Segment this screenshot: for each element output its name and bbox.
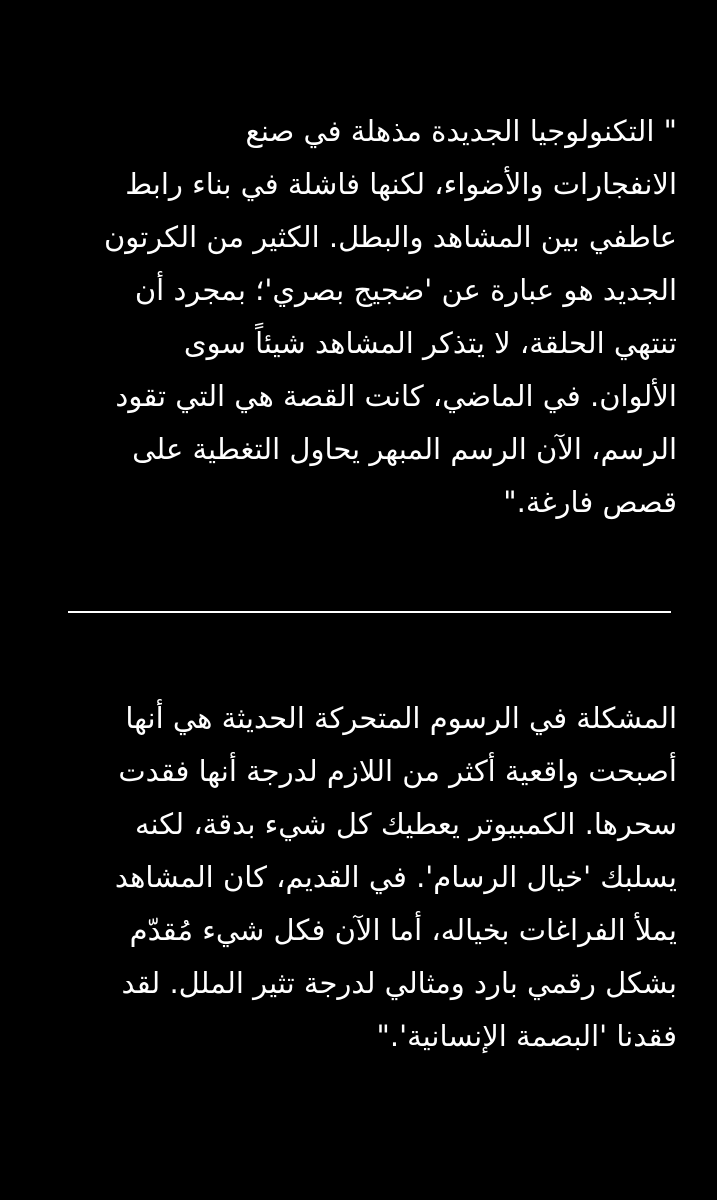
- paragraph-line: الجديد هو عبارة عن 'ضجيج بصري'؛ بمجرد أن: [134, 273, 677, 307]
- paragraph-line: الرسم، الآن الرسم المبهر يحاول التغطية على: [132, 432, 677, 466]
- quote-paragraph-2: [66, 692, 677, 1063]
- paragraph-line: فقدنا 'البصمة الإنسانية'.": [376, 1019, 677, 1053]
- paragraph-line: قصص فارغة.": [503, 485, 677, 519]
- paragraph-line: الانفجارات والأضواء، لكنها فاشلة في بناء رابط: [125, 167, 677, 201]
- paragraph-line: المشكلة في الرسوم المتحركة الحديثة هي أنها: [125, 701, 677, 735]
- paragraph-line: تنتهي الحلقة، لا يتذكر المشاهد شيئاً سوى: [183, 326, 677, 360]
- paragraph-line: سحرها. الكمبيوتر يعطيك كل شيء بدقة، لكنه: [134, 807, 677, 841]
- paragraph-line: عاطفي بين المشاهد والبطل. الكثير من الكرتون: [103, 220, 677, 254]
- paragraph-line: أصبحت واقعية أكثر من اللازم لدرجة أنها فقدت: [118, 754, 677, 788]
- quote-paragraph-1: [66, 105, 677, 529]
- paragraph-line: يملأ الفراغات بخياله، أما الآن فكل شيء مُقدّم: [129, 913, 677, 947]
- paragraph-line: الألوان. في الماضي، كانت القصة هي التي تقود: [115, 379, 677, 413]
- paragraph-line: بشكل رقمي بارد ومثالي لدرجة تثير الملل. لقد: [121, 966, 677, 1000]
- paragraph-line: " التكنولوجيا الجديدة مذهلة في صنع: [245, 114, 677, 148]
- horizontal-divider: [68, 611, 671, 613]
- paragraph-line: يسلبك 'خيال الرسام'. في القديم، كان المشاهد: [114, 860, 677, 894]
